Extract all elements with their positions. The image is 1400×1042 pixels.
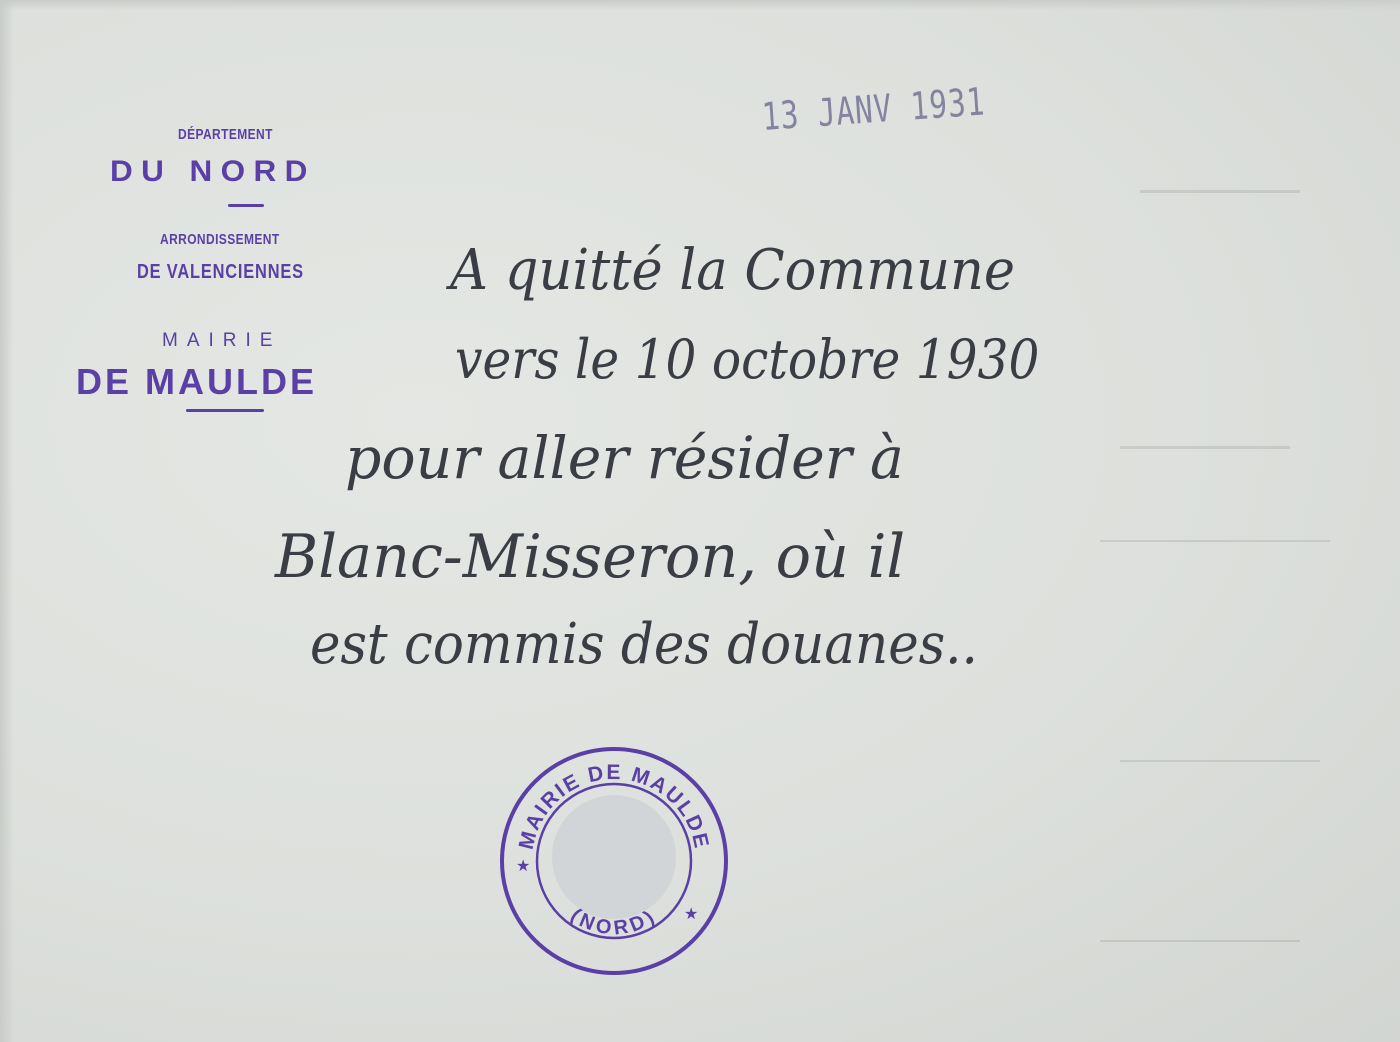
seal-top-text: MAIRIE DE MAULDE: [514, 760, 714, 852]
handwriting-line-4: Blanc-Misseron, où il: [275, 522, 906, 592]
stamp-rule-bottom: [186, 409, 264, 412]
stamp-arrondissement-name: DE VALENCIENNES: [137, 261, 304, 283]
paper-top-edge: [0, 0, 1400, 10]
seal-bottom-text: (NORD): [566, 904, 662, 940]
stamp-arrondissement-line: ARRONDISSEMENT: [160, 231, 280, 248]
stamp-mairie-line: MAIRIE: [162, 330, 282, 351]
stamp-department-name: DU NORD: [110, 155, 316, 188]
stamp-commune-name: DE MAULDE: [76, 361, 317, 402]
date-stamp: 13 JANV 1931: [760, 79, 987, 139]
stamp-rule-top: [228, 204, 264, 207]
paper-left-edge: [0, 0, 14, 1042]
show-through-marks: [1080, 60, 1400, 1042]
mairie-seal: [498, 745, 730, 977]
handwriting-line-2: vers le 10 octobre 1930: [455, 328, 1040, 391]
seal-star-left-icon: ★: [516, 856, 531, 875]
handwriting-line-1: A quitté la Commune: [450, 238, 1016, 303]
seal-star-right-icon: ★: [684, 904, 699, 923]
handwriting-line-5: est commis des douanes..: [310, 612, 978, 677]
handwriting-line-3: pour aller résider à: [345, 424, 904, 492]
stamp-department-line: DÉPARTEMENT: [178, 126, 273, 143]
seal-emblem-smudge: [552, 795, 676, 919]
